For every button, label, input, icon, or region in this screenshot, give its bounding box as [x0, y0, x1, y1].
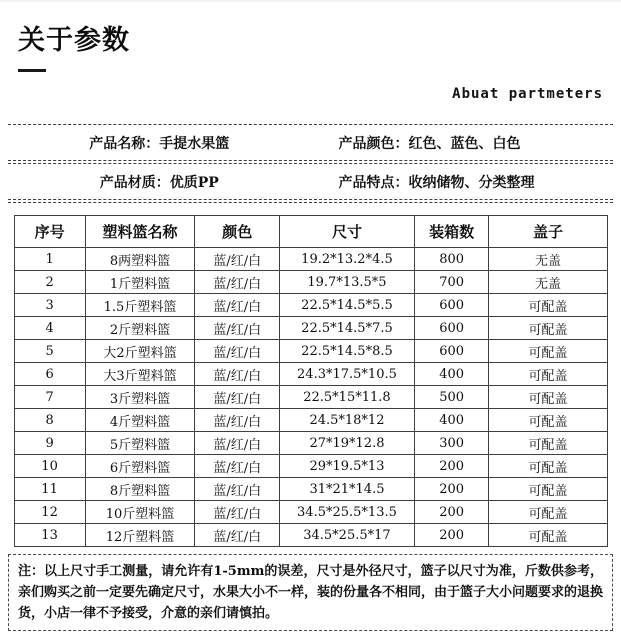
table-cell: 可配盖 — [489, 363, 607, 386]
table-cell: 24.5*18*12 — [280, 409, 415, 432]
table-row — [14, 294, 607, 317]
page-subtitle-en: Abuat partmeters — [452, 86, 603, 102]
table-cell: 8两塑料篮 — [85, 248, 195, 271]
note-text: 注：以上尺寸手工测量，请允许有1-5mm的误差，尺寸是外径尺寸，篮子以尺寸为准，斤数供参考，亲们购买之前一定要先确定尺寸，水果大小不一样，装的份量各不相同，由于篮子大小问题要求的退换货，小店一律不予接受，介意的亲们请慎拍。 — [8, 554, 613, 631]
table-cell: 29*19.5*13 — [280, 455, 415, 478]
table-cell: 500 — [414, 386, 489, 409]
table-cell: 300 — [414, 432, 489, 455]
table-cell: 蓝/红/白 — [195, 432, 280, 455]
table-cell: 22.5*14.5*8.5 — [280, 340, 415, 363]
table-cell: 10斤塑料篮 — [85, 501, 195, 524]
table-cell: 可配盖 — [489, 294, 607, 317]
product-spec-section — [8, 124, 613, 203]
table-cell: 无盖 — [489, 248, 607, 271]
table-cell: 5 — [14, 340, 85, 363]
table-cell: 4斤塑料篮 — [85, 409, 195, 432]
table-cell: 2 — [14, 271, 85, 294]
table-cell: 大2斤塑料篮 — [85, 340, 195, 363]
table-cell: 5斤塑料篮 — [85, 432, 195, 455]
table-cell: 600 — [414, 317, 489, 340]
col-header-size: 尺寸 — [280, 216, 415, 248]
table-cell: 22.5*14.5*5.5 — [280, 294, 415, 317]
table-cell: 11 — [14, 478, 85, 501]
table-cell: 9 — [14, 432, 85, 455]
col-header-color: 颜色 — [195, 216, 280, 248]
table-row — [14, 271, 607, 294]
table-cell: 24.3*17.5*10.5 — [280, 363, 415, 386]
spec-product-material: 产品材质：优质PP — [99, 174, 219, 191]
table-cell: 400 — [414, 363, 489, 386]
table-row — [14, 478, 607, 501]
divider-bottom — [8, 199, 613, 203]
table-cell: 200 — [414, 478, 489, 501]
table-cell: 8斤塑料篮 — [85, 478, 195, 501]
page-title: 关于参数 — [18, 25, 130, 56]
table-cell: 34.5*25.5*17 — [280, 524, 415, 547]
table-cell: 27*19*12.8 — [280, 432, 415, 455]
table-cell: 可配盖 — [489, 432, 607, 455]
param-table — [14, 215, 608, 547]
table-cell: 可配盖 — [489, 317, 607, 340]
title-underline — [18, 69, 46, 72]
table-cell: 1 — [14, 248, 85, 271]
spec-product-feature: 产品特点：收纳储物、分类整理 — [338, 174, 535, 191]
table-cell: 700 — [414, 271, 489, 294]
table-cell: 200 — [414, 455, 489, 478]
spec-row — [8, 125, 613, 160]
product-params-page — [0, 2, 621, 633]
table-cell: 可配盖 — [489, 524, 607, 547]
param-table-body — [14, 248, 607, 547]
table-row — [14, 409, 607, 432]
table-cell: 200 — [414, 524, 489, 547]
table-cell: 蓝/红/白 — [195, 271, 280, 294]
table-cell: 8 — [14, 409, 85, 432]
spec-product-color: 产品颜色：红色、蓝色、白色 — [338, 135, 521, 152]
table-cell: 可配盖 — [489, 340, 607, 363]
table-row — [14, 340, 607, 363]
table-cell: 1斤塑料篮 — [85, 271, 195, 294]
table-cell: 蓝/红/白 — [195, 248, 280, 271]
table-cell: 可配盖 — [489, 501, 607, 524]
table-cell: 600 — [414, 294, 489, 317]
table-cell: 200 — [414, 501, 489, 524]
col-header-index: 序号 — [14, 216, 85, 248]
spec-product-name: 产品名称：手提水果篮 — [89, 135, 230, 152]
table-row — [14, 317, 607, 340]
table-row — [14, 432, 607, 455]
table-cell: 13 — [14, 524, 85, 547]
table-row — [14, 386, 607, 409]
table-cell: 600 — [414, 340, 489, 363]
table-cell: 蓝/红/白 — [195, 501, 280, 524]
table-cell: 1.5斤塑料篮 — [85, 294, 195, 317]
table-cell: 400 — [414, 409, 489, 432]
col-header-quantity: 装箱数 — [414, 216, 489, 248]
table-cell: 22.5*14.5*7.5 — [280, 317, 415, 340]
table-row — [14, 363, 607, 386]
table-cell: 蓝/红/白 — [195, 294, 280, 317]
table-cell: 19.7*13.5*5 — [280, 271, 415, 294]
table-cell: 12 — [14, 501, 85, 524]
table-cell: 34.5*25.5*13.5 — [280, 501, 415, 524]
table-cell: 大3斤塑料篮 — [85, 363, 195, 386]
table-cell: 蓝/红/白 — [195, 386, 280, 409]
table-cell: 19.2*13.2*4.5 — [280, 248, 415, 271]
table-cell: 12斤塑料篮 — [85, 524, 195, 547]
table-cell: 蓝/红/白 — [195, 340, 280, 363]
table-row — [14, 501, 607, 524]
table-cell: 6 — [14, 363, 85, 386]
col-header-lid: 盖子 — [489, 216, 607, 248]
table-cell: 蓝/红/白 — [195, 478, 280, 501]
table-cell: 3 — [14, 294, 85, 317]
table-cell: 4 — [14, 317, 85, 340]
table-cell: 31*21*14.5 — [280, 478, 415, 501]
table-cell: 可配盖 — [489, 386, 607, 409]
table-cell: 2斤塑料篮 — [85, 317, 195, 340]
table-cell: 可配盖 — [489, 478, 607, 501]
table-cell: 蓝/红/白 — [195, 455, 280, 478]
table-row — [14, 455, 607, 478]
table-cell: 无盖 — [489, 271, 607, 294]
table-cell: 7 — [14, 386, 85, 409]
table-cell: 3斤塑料篮 — [85, 386, 195, 409]
col-header-name: 塑料篮名称 — [85, 216, 195, 248]
table-cell: 10 — [14, 455, 85, 478]
table-cell: 22.5*15*11.8 — [280, 386, 415, 409]
table-row — [14, 524, 607, 547]
table-cell: 蓝/红/白 — [195, 524, 280, 547]
table-cell: 可配盖 — [489, 409, 607, 432]
spec-row — [8, 164, 613, 199]
table-cell: 可配盖 — [489, 455, 607, 478]
table-cell: 800 — [414, 248, 489, 271]
table-cell: 蓝/红/白 — [195, 317, 280, 340]
table-header-row — [14, 216, 607, 248]
table-cell: 蓝/红/白 — [195, 363, 280, 386]
table-row — [14, 248, 607, 271]
table-cell: 6斤塑料篮 — [85, 455, 195, 478]
table-cell: 蓝/红/白 — [195, 409, 280, 432]
